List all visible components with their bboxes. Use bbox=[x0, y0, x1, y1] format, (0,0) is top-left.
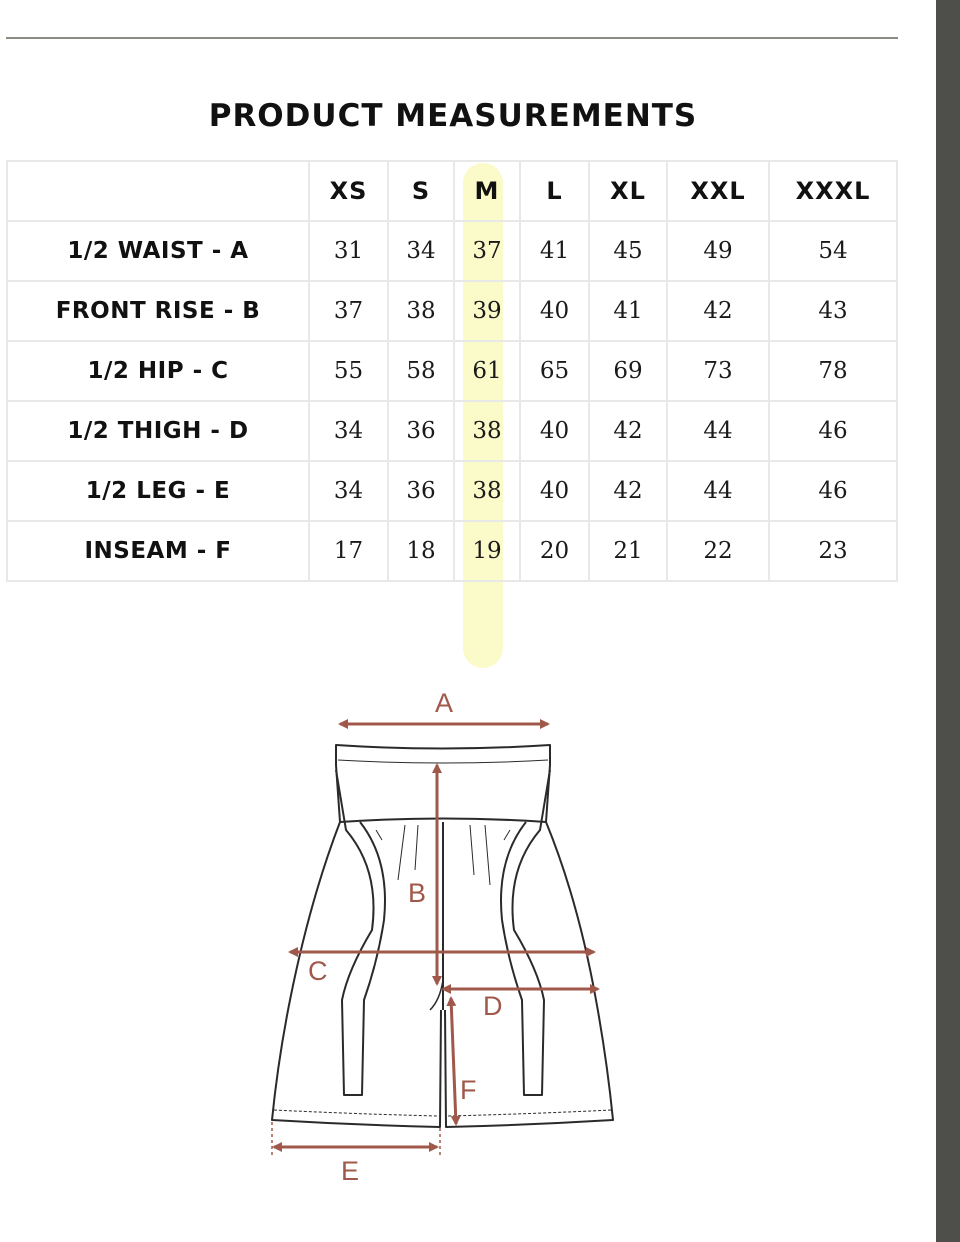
size-header-m: M bbox=[454, 161, 520, 221]
measurement-cell: 34 bbox=[388, 221, 454, 281]
size-header-l: L bbox=[520, 161, 589, 221]
measurement-cell: 40 bbox=[520, 281, 589, 341]
measurement-cell: 44 bbox=[667, 461, 769, 521]
shorts-outline bbox=[272, 745, 613, 1127]
measurement-cell: 69 bbox=[589, 341, 667, 401]
size-header-xxxl: XXXL bbox=[769, 161, 897, 221]
table-row bbox=[7, 401, 897, 461]
measurement-cell: 34 bbox=[309, 401, 388, 461]
measurement-cell: 54 bbox=[769, 221, 897, 281]
measurement-cell: 42 bbox=[589, 401, 667, 461]
measurement-cell: 78 bbox=[769, 341, 897, 401]
table-row bbox=[7, 281, 897, 341]
measurement-cell: 55 bbox=[309, 341, 388, 401]
right-hem-stitch bbox=[447, 1110, 611, 1116]
measurement-cell: 38 bbox=[454, 461, 520, 521]
measurement-cell: 45 bbox=[589, 221, 667, 281]
measurement-cell: 46 bbox=[769, 401, 897, 461]
measurement-cell: 22 bbox=[667, 521, 769, 581]
measurement-cell: 38 bbox=[388, 281, 454, 341]
measurement-cell: 34 bbox=[309, 461, 388, 521]
right-edge-bar bbox=[936, 0, 960, 1242]
measurement-cell: 61 bbox=[454, 341, 520, 401]
top-divider bbox=[6, 37, 898, 39]
measurement-cell: 21 bbox=[589, 521, 667, 581]
row-label: FRONT RISE - B bbox=[7, 281, 309, 341]
size-table bbox=[6, 160, 898, 582]
label-c: C bbox=[308, 956, 328, 986]
label-e: E bbox=[341, 1156, 360, 1186]
right-pocket bbox=[501, 770, 550, 1095]
table-row bbox=[7, 341, 897, 401]
row-label: 1/2 HIP - C bbox=[7, 341, 309, 401]
table-row bbox=[7, 521, 897, 581]
arrow-f bbox=[451, 998, 456, 1124]
waistband bbox=[336, 745, 550, 822]
measurement-cell: 40 bbox=[520, 401, 589, 461]
waistband-stitch bbox=[338, 760, 548, 763]
label-f: F bbox=[460, 1075, 477, 1105]
measurement-cell: 37 bbox=[454, 221, 520, 281]
measurement-cell: 20 bbox=[520, 521, 589, 581]
measurement-cell: 42 bbox=[667, 281, 769, 341]
row-label: 1/2 LEG - E bbox=[7, 461, 309, 521]
label-d: D bbox=[483, 991, 503, 1021]
measurement-cell: 46 bbox=[769, 461, 897, 521]
measurement-cell: 38 bbox=[454, 401, 520, 461]
row-label: INSEAM - F bbox=[7, 521, 309, 581]
measurement-cell: 17 bbox=[309, 521, 388, 581]
label-b: B bbox=[408, 878, 427, 908]
row-label: 1/2 WAIST - A bbox=[7, 221, 309, 281]
measurement-cell: 42 bbox=[589, 461, 667, 521]
shorts-diagram bbox=[0, 660, 906, 1220]
measurement-cell: 23 bbox=[769, 521, 897, 581]
page-title: PRODUCT MEASUREMENTS bbox=[208, 98, 698, 134]
measurement-cell: 36 bbox=[388, 401, 454, 461]
measurement-cell: 36 bbox=[388, 461, 454, 521]
label-a: A bbox=[435, 688, 454, 718]
measurement-cell: 49 bbox=[667, 221, 769, 281]
measurement-cell: 41 bbox=[520, 221, 589, 281]
measurement-cell: 31 bbox=[309, 221, 388, 281]
measurement-cell: 44 bbox=[667, 401, 769, 461]
left-pocket bbox=[336, 770, 385, 1095]
measurement-cell: 65 bbox=[520, 341, 589, 401]
header-row bbox=[7, 161, 897, 221]
size-header-s: S bbox=[388, 161, 454, 221]
fly-curve bbox=[430, 980, 443, 1010]
left-hem-stitch bbox=[274, 1110, 439, 1116]
size-header-xl: XL bbox=[589, 161, 667, 221]
measurement-cell: 39 bbox=[454, 281, 520, 341]
measurement-cell: 43 bbox=[769, 281, 897, 341]
table-row bbox=[7, 221, 897, 281]
measurement-cell: 40 bbox=[520, 461, 589, 521]
measurement-cell: 19 bbox=[454, 521, 520, 581]
table-row bbox=[7, 461, 897, 521]
measurement-cell: 73 bbox=[667, 341, 769, 401]
measurement-cell: 41 bbox=[589, 281, 667, 341]
corner-cell bbox=[7, 161, 309, 221]
row-label: 1/2 THIGH - D bbox=[7, 401, 309, 461]
measurement-cell: 18 bbox=[388, 521, 454, 581]
size-header-xs: XS bbox=[309, 161, 388, 221]
size-header-xxl: XXL bbox=[667, 161, 769, 221]
measurement-cell: 58 bbox=[388, 341, 454, 401]
measurement-cell: 37 bbox=[309, 281, 388, 341]
